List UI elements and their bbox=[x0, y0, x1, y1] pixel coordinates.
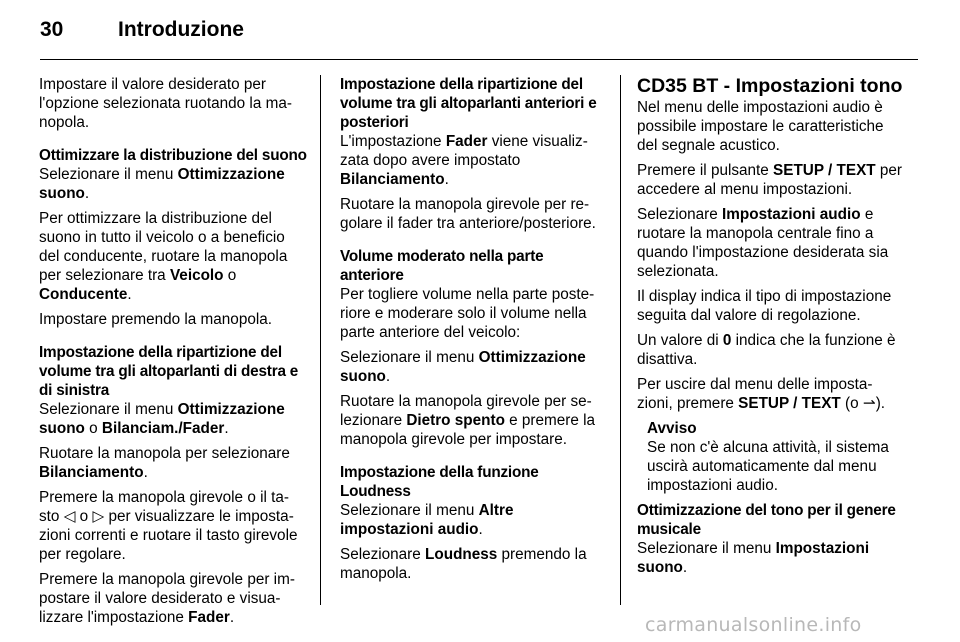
paragraph: Nel menu delle impostazioni audio è possibile impostare le caratteristiche del segnale acustico. bbox=[637, 99, 884, 154]
section-heading-front-volume: Volume moderato nella parte anteriore bbox=[340, 248, 544, 284]
paragraph: Impostare premendo la manopola. bbox=[39, 311, 272, 328]
paragraph: Premere la manopola girevole per im-postare il valore desiderato e visua-lizzare l'impostazione Fader. bbox=[39, 571, 295, 626]
back-icon: ⇀ bbox=[862, 395, 876, 412]
column-1 bbox=[39, 75, 307, 633]
paragraph: Selezionare il menu Impostazioni suono. bbox=[637, 540, 870, 576]
paragraph: Ruotare la manopola girevole per se-lezionare Dietro spento e premere la manopola girevole per impostare. bbox=[340, 393, 596, 448]
section-heading-genre: Ottimizzazione del tono per il genere musicale bbox=[637, 502, 896, 538]
paragraph: Impostare il valore desiderato per l'opzione selezionata ruotando la ma-nopola. bbox=[39, 76, 292, 131]
note-title: Avviso bbox=[647, 420, 697, 437]
page-number: 30 bbox=[40, 18, 64, 41]
note-box bbox=[637, 419, 905, 495]
paragraph: Il display indica il tipo di impostazione seguita dal valore di regolazione. bbox=[637, 288, 892, 324]
right-arrow-icon: ▷ bbox=[92, 508, 105, 525]
paragraph: Selezionare il menu Ottimizzazione suono. bbox=[39, 166, 285, 202]
section-heading-left-right: Impostazione della ripartizione del volume tra gli altoparlanti di destra e di sinistra bbox=[39, 344, 299, 399]
paragraph: Premere il pulsante SETUP / TEXT per accedere al menu impostazioni. bbox=[637, 162, 902, 198]
column-2 bbox=[340, 75, 608, 589]
column-divider-1 bbox=[320, 75, 321, 605]
section-heading-distribution: Ottimizzare la distribuzione del suono bbox=[39, 147, 307, 164]
paragraph: Per ottimizzare la distribuzione del suono in tutto il veicolo o a beneficio del conducente, ruotare la manopola per selezionare tra Veicolo o Conducente. bbox=[39, 210, 288, 303]
paragraph: L'impostazione Fader viene visualiz-zata dopo avere impostato Bilanciamento. bbox=[340, 133, 588, 188]
paragraph: Selezionare il menu Ottimizzazione suono. bbox=[340, 349, 586, 385]
circle-icon: o bbox=[79, 508, 89, 525]
section-heading-front-rear: Impostazione della ripartizione del volume tra gli altoparlanti anteriori e posteriori bbox=[340, 76, 597, 131]
column-3 bbox=[637, 75, 905, 583]
note-text: Se non c'è alcuna attività, il sistema uscirà automaticamente dal menu impostazioni audio. bbox=[647, 439, 889, 494]
paragraph: Per togliere volume nella parte poste-riore e moderare solo il volume nella parte anteriore del veicolo: bbox=[340, 286, 595, 341]
paragraph: Selezionare Impostazioni audio e ruotare la manopola centrale fino a quando l'impostazione desiderata sia selezionata. bbox=[637, 206, 889, 280]
paragraph: Selezionare il menu Altre impostazioni audio. bbox=[340, 502, 514, 538]
page-title: Introduzione bbox=[118, 18, 244, 41]
paragraph: Selezionare il menu Ottimizzazione suono o Bilanciam./Fader. bbox=[39, 401, 285, 437]
paragraph: Per uscire dal menu delle imposta-zioni, premere SETUP / TEXT (o ⇀). bbox=[637, 376, 886, 412]
paragraph: Ruotare la manopola per selezionare Bilanciamento. bbox=[39, 445, 290, 481]
paragraph: Premere la manopola girevole o il ta-sto ◁ o ▷ per visualizzare le imposta-zioni correnti e ruotare il tasto girevole per regolare. bbox=[39, 489, 298, 563]
section-heading-loudness: Impostazione della funzione Loudness bbox=[340, 464, 539, 500]
column-divider-2 bbox=[620, 75, 621, 605]
paragraph: Un valore di 0 indica che la funzione è disattiva. bbox=[637, 332, 896, 368]
section-title-tone-settings: CD35 BT - Impostazioni tono bbox=[637, 75, 903, 97]
left-arrow-icon: ◁ bbox=[63, 508, 76, 525]
paragraph: Selezionare Loudness premendo la manopola. bbox=[340, 546, 587, 582]
header-rule bbox=[40, 59, 918, 60]
watermark: carmanualsonline.info bbox=[645, 614, 862, 636]
paragraph: Ruotare la manopola girevole per re-golare il fader tra anteriore/posteriore. bbox=[340, 196, 596, 232]
